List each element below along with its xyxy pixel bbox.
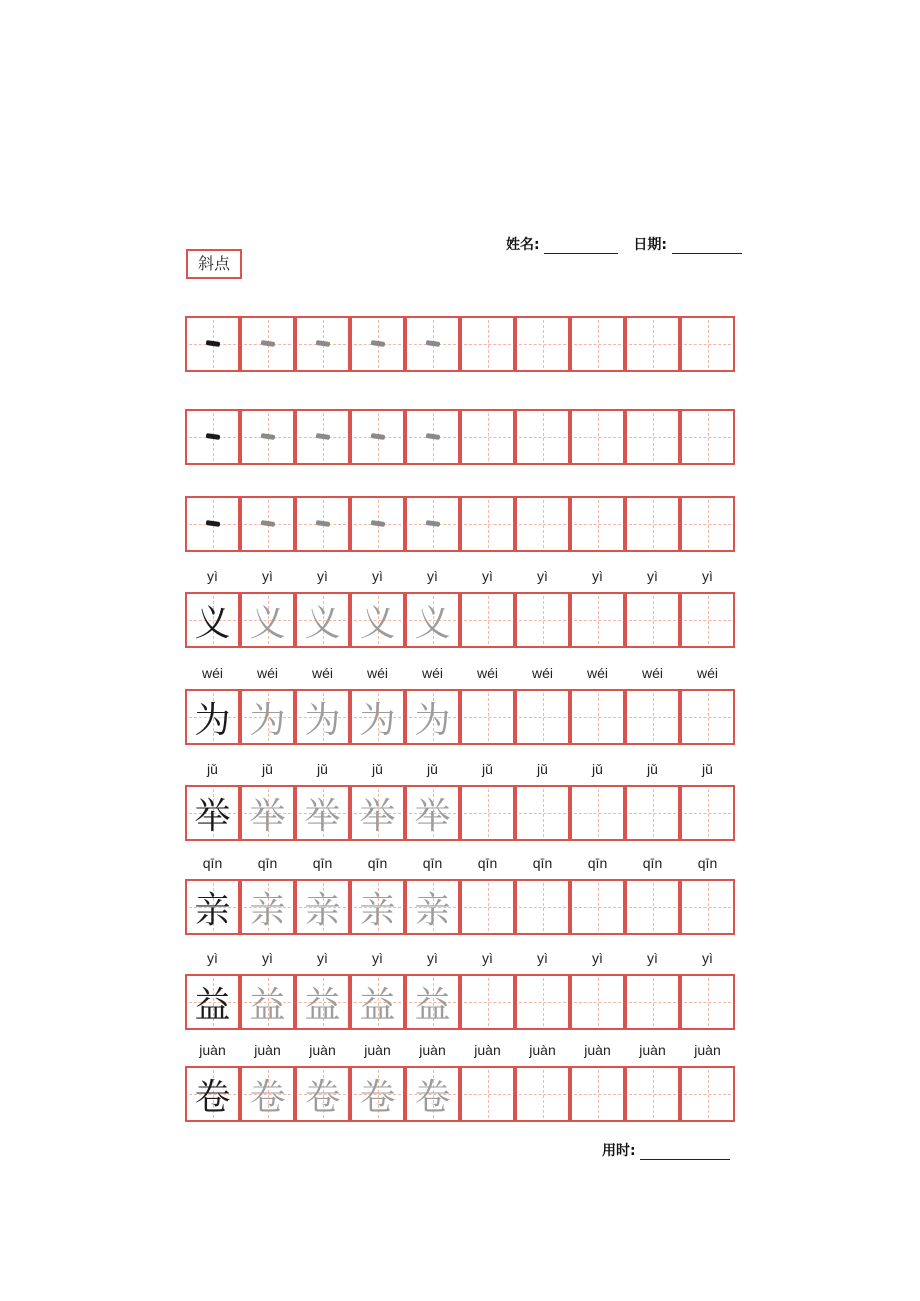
pinyin-label: jǔ — [537, 761, 548, 777]
tianzige-cell[interactable] — [680, 1066, 735, 1122]
trace-character: 亲 — [414, 889, 451, 931]
tianzige-cell[interactable] — [570, 689, 625, 745]
trace-character: 卷 — [249, 1076, 286, 1118]
pinyin-label: juàn — [694, 1042, 721, 1058]
stroke-practice-row — [185, 316, 735, 372]
pinyin-label: yì — [262, 950, 273, 966]
tianzige-cell[interactable] — [350, 496, 405, 552]
pinyin-label: juàn — [419, 1042, 446, 1058]
character-practice-row — [185, 785, 735, 841]
trace-stroke — [425, 433, 440, 440]
pinyin-label: wéi — [311, 665, 333, 681]
pinyin-label: qīn — [202, 855, 223, 871]
tianzige-cell[interactable] — [240, 1066, 295, 1122]
character-practice-row — [185, 592, 735, 648]
pinyin-row — [185, 761, 735, 781]
tianzige-cell[interactable] — [295, 1066, 350, 1122]
pinyin-label: qīn — [477, 855, 498, 871]
tianzige-cell[interactable] — [570, 974, 625, 1030]
tianzige-cell[interactable] — [460, 496, 515, 552]
tianzige-cell[interactable] — [625, 409, 680, 465]
pinyin-label: wéi — [641, 665, 663, 681]
pinyin-label: qīn — [587, 855, 608, 871]
tianzige-cell[interactable] — [625, 879, 680, 935]
model-stroke — [205, 433, 220, 440]
trace-stroke — [260, 520, 275, 527]
tianzige-cell[interactable] — [460, 689, 515, 745]
tianzige-cell[interactable] — [515, 592, 570, 648]
tianzige-cell[interactable] — [460, 409, 515, 465]
tianzige-cell[interactable] — [405, 592, 460, 648]
pinyin-label: qīn — [642, 855, 663, 871]
trace-character: 益 — [414, 984, 451, 1026]
pinyin-label: qīn — [422, 855, 443, 871]
pinyin-label: yì — [427, 568, 438, 584]
tianzige-cell[interactable] — [350, 409, 405, 465]
pinyin-label: yì — [482, 950, 493, 966]
pinyin-label: jǔ — [482, 761, 493, 777]
tianzige-cell[interactable] — [460, 785, 515, 841]
tianzige-cell[interactable] — [460, 316, 515, 372]
tianzige-cell[interactable] — [515, 785, 570, 841]
model-stroke — [205, 520, 220, 527]
model-stroke — [205, 340, 220, 347]
tianzige-cell[interactable] — [295, 689, 350, 745]
date-label: 日期: — [633, 237, 667, 253]
stroke-title: 斜点 — [186, 249, 242, 279]
tianzige-cell[interactable] — [405, 879, 460, 935]
tianzige-cell[interactable] — [680, 592, 735, 648]
pinyin-label: juàn — [639, 1042, 666, 1058]
tianzige-cell[interactable] — [295, 592, 350, 648]
trace-character: 亲 — [304, 889, 341, 931]
trace-stroke — [425, 340, 440, 347]
tianzige-cell[interactable] — [515, 1066, 570, 1122]
tianzige-cell[interactable] — [680, 689, 735, 745]
pinyin-row — [185, 568, 735, 588]
pinyin-label: qīn — [257, 855, 278, 871]
pinyin-label: yì — [317, 950, 328, 966]
tianzige-cell[interactable] — [625, 689, 680, 745]
trace-character: 义 — [249, 602, 286, 644]
tianzige-cell[interactable] — [240, 785, 295, 841]
model-character: 为 — [194, 699, 231, 741]
model-character: 义 — [194, 602, 231, 644]
tianzige-cell[interactable] — [185, 409, 240, 465]
tianzige-cell[interactable] — [350, 592, 405, 648]
tianzige-cell[interactable] — [240, 592, 295, 648]
tianzige-cell[interactable] — [515, 974, 570, 1030]
trace-stroke — [370, 433, 385, 440]
trace-stroke — [370, 520, 385, 527]
time-label: 用时: — [602, 1143, 636, 1159]
trace-character: 为 — [359, 699, 396, 741]
tianzige-cell[interactable] — [680, 974, 735, 1030]
tianzige-cell[interactable] — [350, 879, 405, 935]
trace-stroke — [315, 433, 330, 440]
pinyin-label: yì — [592, 568, 603, 584]
pinyin-row — [185, 1042, 735, 1062]
name-label: 姓名: — [506, 237, 540, 253]
trace-stroke — [315, 340, 330, 347]
pinyin-label: wéi — [476, 665, 498, 681]
model-character: 卷 — [194, 1076, 231, 1118]
model-character: 亲 — [194, 889, 231, 931]
tianzige-cell[interactable] — [570, 496, 625, 552]
model-character: 益 — [194, 984, 231, 1026]
character-practice-row — [185, 974, 735, 1030]
pinyin-label: yì — [592, 950, 603, 966]
trace-character: 卷 — [414, 1076, 451, 1118]
trace-character: 亲 — [249, 889, 286, 931]
trace-stroke — [370, 340, 385, 347]
tianzige-cell[interactable] — [515, 409, 570, 465]
pinyin-label: jǔ — [647, 761, 658, 777]
tianzige-cell[interactable] — [295, 785, 350, 841]
pinyin-label: jǔ — [372, 761, 383, 777]
pinyin-row — [185, 855, 735, 875]
pinyin-label: yì — [372, 568, 383, 584]
tianzige-cell[interactable] — [680, 879, 735, 935]
stroke-practice-row — [185, 409, 735, 465]
tianzige-cell[interactable] — [515, 316, 570, 372]
pinyin-label: juàn — [584, 1042, 611, 1058]
trace-character: 为 — [414, 699, 451, 741]
tianzige-cell[interactable] — [350, 689, 405, 745]
model-character: 举 — [194, 795, 231, 837]
trace-character: 益 — [359, 984, 396, 1026]
pinyin-label: qīn — [367, 855, 388, 871]
pinyin-label: yì — [647, 950, 658, 966]
tianzige-cell[interactable] — [680, 496, 735, 552]
tianzige-cell[interactable] — [405, 689, 460, 745]
pinyin-label: yì — [702, 568, 713, 584]
tianzige-cell[interactable] — [515, 879, 570, 935]
tianzige-cell[interactable] — [625, 1066, 680, 1122]
pinyin-row — [185, 665, 735, 685]
time-blank — [640, 1145, 730, 1160]
pinyin-label: qīn — [532, 855, 553, 871]
tianzige-cell[interactable] — [515, 496, 570, 552]
tianzige-cell[interactable] — [185, 785, 240, 841]
trace-character: 为 — [304, 699, 341, 741]
name-blank — [544, 239, 618, 254]
pinyin-label: yì — [702, 950, 713, 966]
pinyin-label: yì — [317, 568, 328, 584]
tianzige-cell[interactable] — [240, 974, 295, 1030]
tianzige-cell[interactable] — [185, 974, 240, 1030]
trace-character: 卷 — [359, 1076, 396, 1118]
tianzige-cell[interactable] — [295, 316, 350, 372]
trace-character: 义 — [359, 602, 396, 644]
trace-character: 举 — [304, 795, 341, 837]
pinyin-label: jǔ — [317, 761, 328, 777]
tianzige-cell[interactable] — [240, 879, 295, 935]
tianzige-cell[interactable] — [570, 409, 625, 465]
tianzige-cell[interactable] — [570, 879, 625, 935]
trace-stroke — [260, 340, 275, 347]
character-practice-row — [185, 879, 735, 935]
tianzige-cell[interactable] — [185, 316, 240, 372]
pinyin-label: juàn — [364, 1042, 391, 1058]
pinyin-label: jǔ — [262, 761, 273, 777]
pinyin-label: yì — [537, 568, 548, 584]
tianzige-cell[interactable] — [625, 496, 680, 552]
pinyin-label: jǔ — [427, 761, 438, 777]
trace-character: 举 — [359, 795, 396, 837]
pinyin-label: jǔ — [592, 761, 603, 777]
pinyin-row — [185, 950, 735, 970]
pinyin-label: jǔ — [207, 761, 218, 777]
tianzige-cell[interactable] — [185, 496, 240, 552]
pinyin-label: yì — [207, 568, 218, 584]
trace-character: 益 — [304, 984, 341, 1026]
tianzige-cell[interactable] — [570, 592, 625, 648]
tianzige-cell[interactable] — [680, 409, 735, 465]
tianzige-cell[interactable] — [460, 592, 515, 648]
trace-stroke — [315, 520, 330, 527]
tianzige-cell[interactable] — [185, 592, 240, 648]
pinyin-label: wéi — [256, 665, 278, 681]
tianzige-cell[interactable] — [350, 316, 405, 372]
tianzige-cell[interactable] — [680, 785, 735, 841]
tianzige-cell[interactable] — [405, 316, 460, 372]
tianzige-cell[interactable] — [460, 879, 515, 935]
tianzige-cell[interactable] — [240, 496, 295, 552]
pinyin-label: wéi — [531, 665, 553, 681]
pinyin-label: jǔ — [702, 761, 713, 777]
tianzige-cell[interactable] — [240, 689, 295, 745]
pinyin-label: yì — [427, 950, 438, 966]
tianzige-cell[interactable] — [680, 316, 735, 372]
tianzige-cell[interactable] — [295, 496, 350, 552]
tianzige-cell[interactable] — [625, 316, 680, 372]
tianzige-cell[interactable] — [405, 409, 460, 465]
stroke-practice-row — [185, 496, 735, 552]
tianzige-cell[interactable] — [295, 974, 350, 1030]
tianzige-cell[interactable] — [185, 1066, 240, 1122]
pinyin-label: wéi — [421, 665, 443, 681]
pinyin-label: yì — [482, 568, 493, 584]
pinyin-label: juàn — [529, 1042, 556, 1058]
pinyin-label: juàn — [199, 1042, 226, 1058]
pinyin-label: qīn — [312, 855, 333, 871]
trace-character: 举 — [249, 795, 286, 837]
pinyin-label: wéi — [366, 665, 388, 681]
trace-stroke — [425, 520, 440, 527]
tianzige-cell[interactable] — [515, 689, 570, 745]
tianzige-cell[interactable] — [460, 974, 515, 1030]
tianzige-cell[interactable] — [570, 1066, 625, 1122]
trace-character: 益 — [249, 984, 286, 1026]
tianzige-cell[interactable] — [570, 785, 625, 841]
pinyin-label: juàn — [474, 1042, 501, 1058]
tianzige-cell[interactable] — [570, 316, 625, 372]
tianzige-cell[interactable] — [240, 409, 295, 465]
tianzige-cell[interactable] — [405, 496, 460, 552]
tianzige-cell[interactable] — [185, 879, 240, 935]
tianzige-cell[interactable] — [350, 1066, 405, 1122]
trace-character: 亲 — [359, 889, 396, 931]
pinyin-label: wéi — [201, 665, 223, 681]
trace-character: 卷 — [304, 1076, 341, 1118]
tianzige-cell[interactable] — [460, 1066, 515, 1122]
tianzige-cell[interactable] — [625, 592, 680, 648]
pinyin-label: juàn — [309, 1042, 336, 1058]
tianzige-cell[interactable] — [625, 974, 680, 1030]
tianzige-cell[interactable] — [240, 316, 295, 372]
tianzige-cell[interactable] — [625, 785, 680, 841]
pinyin-label: juàn — [254, 1042, 281, 1058]
pinyin-label: yì — [262, 568, 273, 584]
pinyin-label: yì — [372, 950, 383, 966]
tianzige-cell[interactable] — [405, 974, 460, 1030]
pinyin-label: wéi — [696, 665, 718, 681]
pinyin-label: yì — [647, 568, 658, 584]
trace-character: 义 — [304, 602, 341, 644]
tianzige-cell[interactable] — [350, 785, 405, 841]
character-practice-row — [185, 689, 735, 745]
tianzige-cell[interactable] — [185, 689, 240, 745]
pinyin-label: qīn — [697, 855, 718, 871]
pinyin-label: yì — [207, 950, 218, 966]
tianzige-cell[interactable] — [295, 879, 350, 935]
pinyin-label: wéi — [586, 665, 608, 681]
pinyin-label: yì — [537, 950, 548, 966]
tianzige-cell[interactable] — [350, 974, 405, 1030]
trace-character: 举 — [414, 795, 451, 837]
tianzige-cell[interactable] — [295, 409, 350, 465]
date-blank — [672, 239, 742, 254]
character-practice-row — [185, 1066, 735, 1122]
tianzige-cell[interactable] — [405, 1066, 460, 1122]
header-fields — [506, 234, 736, 254]
trace-character: 为 — [249, 699, 286, 741]
trace-stroke — [260, 433, 275, 440]
footer-time-field — [602, 1140, 736, 1160]
trace-character: 义 — [414, 602, 451, 644]
tianzige-cell[interactable] — [405, 785, 460, 841]
